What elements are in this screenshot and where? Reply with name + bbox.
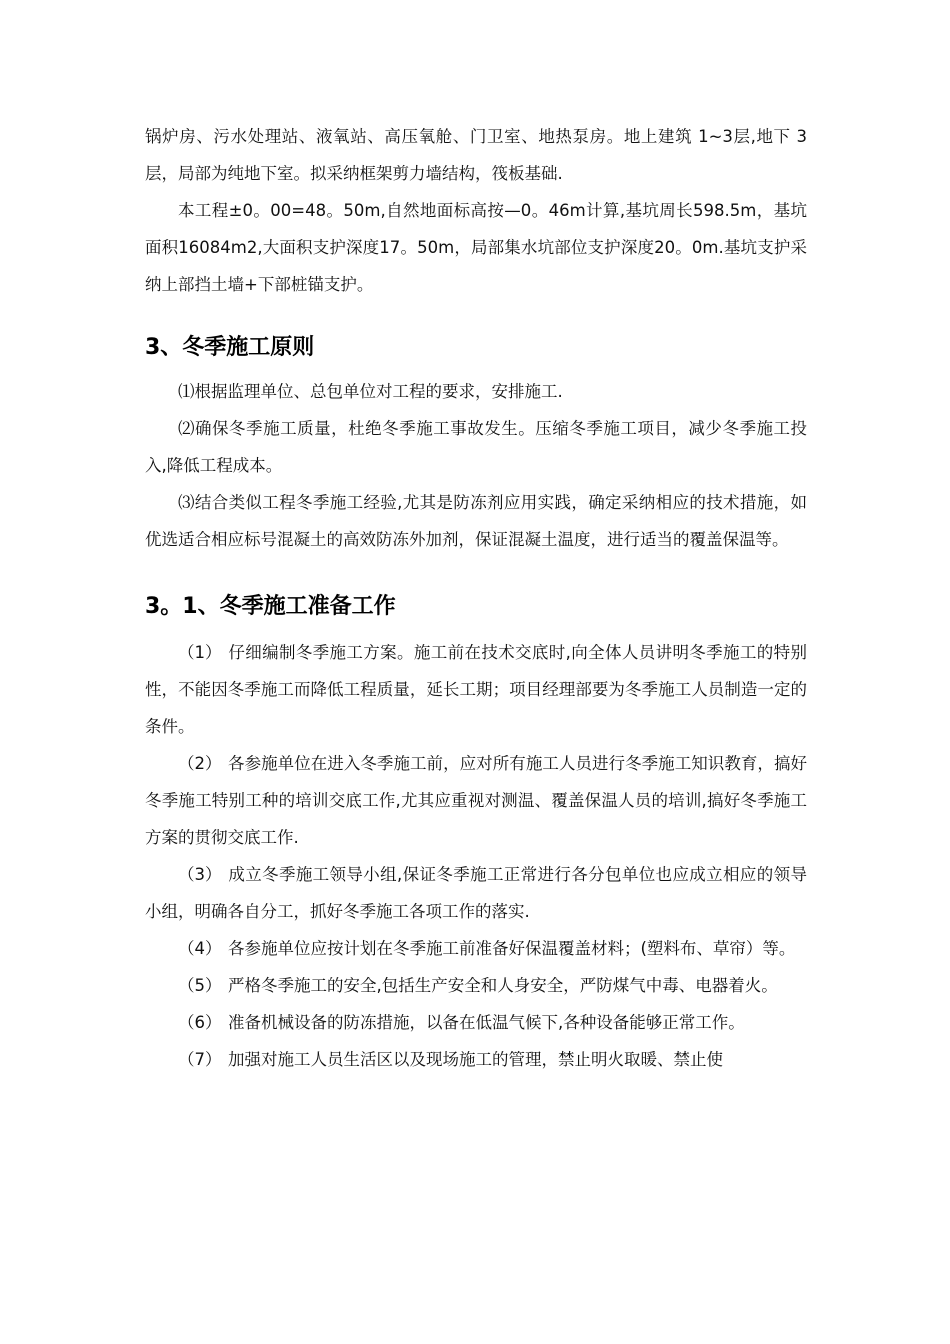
principle-item-1: ⑴根据监理单位、总包单位对工程的要求，安排施工.	[178, 382, 563, 401]
prep-item-marker: （4）	[178, 939, 222, 958]
intro-paragraph-1: 锅炉房、污水处理站、液氧站、高压氧舱、门卫室、地热泵房。地上建筑 1~3层,地下 3 层，局部为纯地下室。拟采纳框架剪力墙结构，筏板基础.	[145, 127, 807, 183]
prep-item-marker: （3）	[178, 865, 222, 884]
prep-item-text: 准备机械设备的防冻措施，以备在低温气候下,各种设备能够正常工作。	[228, 1013, 745, 1032]
prep-item-marker: （5）	[178, 976, 222, 995]
prep-item-text: 加强对施工人员生活区以及现场施工的管理，禁止明火取暖、禁止使	[228, 1050, 723, 1069]
prep-item-marker: （1）	[178, 643, 222, 662]
section-3-1-heading: 3。1、冬季施工准备工作	[145, 594, 396, 619]
prep-item-marker: （6）	[178, 1013, 222, 1032]
prep-item-4	[145, 930, 807, 967]
principle-item-3: ⑶结合类似工程冬季施工经验,尤其是防冻剂应用实践，确定采纳相应的技术措施，如优选适合相应标号混凝土的高效防冻外加剂，保证混凝土温度，进行适当的覆盖保温等。	[145, 493, 807, 549]
prep-item-3	[145, 856, 807, 930]
prep-item-marker: （7）	[178, 1050, 222, 1069]
prep-item-7	[145, 1041, 807, 1078]
intro-paragraph-2: 本工程±0。00=48。50m,自然地面标高按—0。46m计算,基坑周长598.5m，基坑面积16084m2,大面积支护深度17。50m，局部集水坑部位支护深度20。0m.基坑支护采纳上部挡土墙+下部桩锚支护。	[145, 201, 807, 294]
document-page	[145, 118, 807, 1078]
prep-item-text: 各参施单位应按计划在冬季施工前准备好保温覆盖材料；(塑料布、草帘）等。	[228, 939, 796, 958]
prep-item-text: 仔细编制冬季施工方案。施工前在技术交底时,向全体人员讲明冬季施工的特别性，不能因冬季施工而降低工程质量，延长工期；项目经理部要为冬季施工人员制造一定的条件。	[145, 643, 807, 736]
prep-item-text: 成立冬季施工领导小组,保证冬季施工正常进行各分包单位也应成立相应的领导小组，明确各自分工，抓好冬季施工各项工作的落实.	[145, 865, 807, 921]
section-3-heading: 3、冬季施工原则	[145, 335, 315, 360]
prep-item-5	[145, 967, 807, 1004]
prep-item-1	[145, 634, 807, 745]
prep-item-text: 严格冬季施工的安全,包括生产安全和人身安全，严防煤气中毒、电器着火。	[228, 976, 778, 995]
prep-item-marker: （2）	[178, 754, 222, 773]
prep-item-2	[145, 745, 807, 856]
prep-item-6	[145, 1004, 807, 1041]
principle-item-2: ⑵确保冬季施工质量，杜绝冬季施工事故发生。压缩冬季施工项目，减少冬季施工投入,降低工程成本。	[145, 419, 807, 475]
prep-item-text: 各参施单位在进入冬季施工前，应对所有施工人员进行冬季施工知识教育，搞好冬季施工特别工种的培训交底工作,尤其应重视对测温、覆盖保温人员的培训,搞好冬季施工方案的贯彻交底工作.	[145, 754, 807, 847]
